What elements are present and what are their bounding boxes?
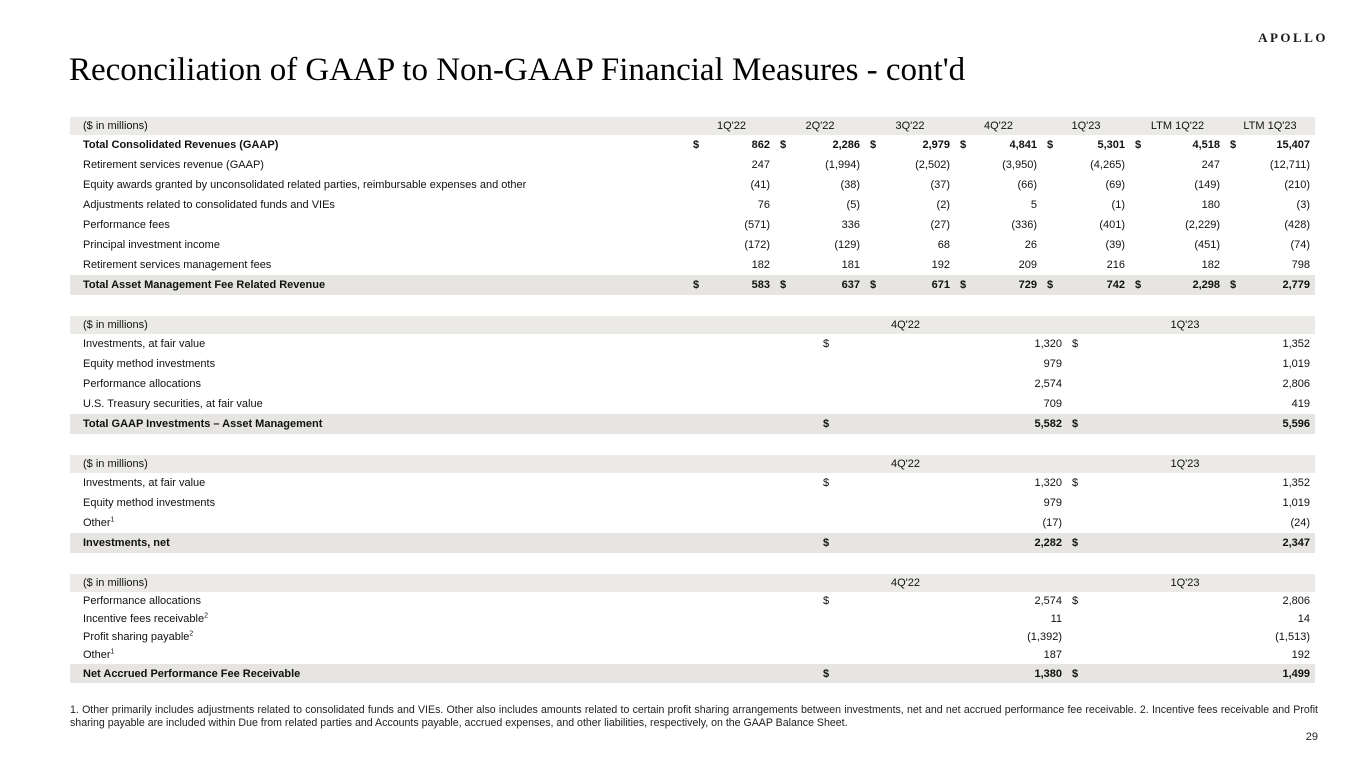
- value-cell: [865, 195, 955, 215]
- value-cell: [1225, 155, 1315, 175]
- row-label: Other$^1$: [83, 648, 115, 661]
- value-cell: [1130, 215, 1225, 235]
- row-label: Total Consolidated Revenues (GAAP): [83, 139, 279, 151]
- value-cell: [818, 473, 1067, 493]
- value-cell: [775, 255, 865, 275]
- value-cell: [865, 255, 955, 275]
- value-cell: [818, 628, 1067, 646]
- footnote-reference: 1: [110, 648, 115, 656]
- column-header: 1Q'23: [1067, 316, 1315, 334]
- total-consolidated-revenues-table: [70, 117, 1315, 295]
- tables-container: [70, 117, 1318, 683]
- cell-value: 181: [841, 259, 860, 271]
- cell-value: (2,229): [1185, 219, 1220, 231]
- footnote: 1. Other primarily includes adjustments related to consolidated funds and VIEs. Other also includes amounts related to certain profit sharing arrangements between investments, net and net accrued performance fee receivable. 2. Incentive fees receivable and Profit sharing payable are included within Due from related parties and Accounts payable, accrued expenses, and other liabilities, respectively, on the GAAP Balance Sheet.: [70, 704, 1318, 729]
- value-cell: [688, 195, 775, 215]
- cell-value: 709: [1043, 398, 1062, 410]
- value-cell: [818, 394, 1067, 414]
- cell-value: 979: [1043, 497, 1062, 509]
- value-cell: [688, 275, 775, 295]
- cell-value: (74): [1290, 239, 1310, 251]
- value-cell: [1067, 493, 1315, 513]
- cell-value: 247: [751, 159, 770, 171]
- cell-value: (69): [1105, 179, 1125, 191]
- cell-value: 671: [931, 279, 950, 291]
- column-header: 1Q'23: [1067, 574, 1315, 592]
- cell-value: 187: [1043, 649, 1062, 661]
- table-row: [70, 513, 1315, 533]
- table-row: [70, 414, 1315, 434]
- cell-value: 15,407: [1276, 139, 1310, 151]
- value-cell: [955, 155, 1042, 175]
- table-row: [70, 592, 1315, 610]
- page-number: 29: [1305, 731, 1318, 743]
- cell-value: 2,979: [922, 139, 950, 151]
- cell-value: 209: [1018, 259, 1037, 271]
- row-label: Net Accrued Performance Fee Receivable: [70, 664, 818, 683]
- value-cell: [955, 175, 1042, 195]
- dollar-sign: $: [693, 139, 700, 151]
- cell-value: (172): [744, 239, 770, 251]
- column-header: 3Q'22: [865, 117, 955, 135]
- dollar-sign: $: [823, 667, 830, 680]
- cell-value: 2,806: [1282, 595, 1310, 607]
- table-row: [70, 394, 1315, 414]
- content-area: [70, 117, 1318, 730]
- row-label: Investments, net: [70, 533, 818, 553]
- cell-value: 5,301: [1097, 139, 1125, 151]
- value-cell: [818, 354, 1067, 374]
- value-cell: [775, 215, 865, 235]
- cell-value: (210): [1284, 179, 1310, 191]
- row-label: Investments, at fair value: [83, 477, 206, 489]
- value-cell: [1042, 235, 1130, 255]
- cell-value: 192: [1291, 649, 1310, 661]
- table-header-row: [70, 574, 1315, 592]
- cell-value: 979: [1043, 358, 1062, 370]
- dollar-sign: $: [1230, 279, 1237, 291]
- value-cell: [865, 175, 955, 195]
- dollar-sign: $: [960, 139, 967, 151]
- cell-value: 5: [1030, 199, 1037, 211]
- net-accrued-performance-fee-table: [70, 574, 1315, 683]
- column-header: 4Q'22: [818, 455, 1067, 473]
- cell-value: 2,779: [1282, 279, 1310, 291]
- value-cell: [865, 155, 955, 175]
- column-header: 1Q'23: [1042, 117, 1130, 135]
- value-cell: [818, 374, 1067, 394]
- cell-value: (37): [930, 179, 950, 191]
- row-label: Profit sharing payable$^2$: [83, 630, 194, 643]
- cell-value: 68: [937, 239, 950, 251]
- value-cell: [818, 513, 1067, 533]
- value-cell: [688, 255, 775, 275]
- dollar-sign: $: [1135, 139, 1142, 151]
- page-title: Reconciliation of GAAP to Non-GAAP Financial Measures - cont'd: [69, 52, 966, 88]
- cell-value: (27): [930, 219, 950, 231]
- column-header: LTM 1Q'22: [1130, 117, 1225, 135]
- unit-label: ($ in millions): [70, 316, 818, 334]
- cell-value: (2,502): [915, 159, 950, 171]
- unit-label: ($ in millions): [70, 117, 688, 135]
- row-label: Incentive fees receivable$^2$: [83, 612, 208, 625]
- value-cell: [1067, 394, 1315, 414]
- dollar-sign: $: [1072, 667, 1079, 680]
- row-label: Principal investment income: [83, 239, 220, 251]
- row-label: Performance allocations: [83, 595, 202, 607]
- table-row: [70, 374, 1315, 394]
- value-cell: [1067, 533, 1315, 553]
- value-cell: [775, 175, 865, 195]
- value-cell: [775, 275, 865, 295]
- dollar-sign: $: [823, 338, 830, 350]
- table-row: [70, 135, 1315, 155]
- value-cell: [1130, 175, 1225, 195]
- cell-value: 14: [1297, 613, 1310, 625]
- value-cell: [865, 215, 955, 235]
- investments-net-table: [70, 455, 1315, 553]
- cell-value: 798: [1291, 259, 1310, 271]
- row-label: Performance fees: [83, 219, 170, 231]
- dollar-sign: $: [1072, 537, 1079, 549]
- footnote-reference: 1: [110, 516, 115, 524]
- dollar-sign: $: [1072, 477, 1079, 489]
- value-cell: [955, 275, 1042, 295]
- value-cell: [775, 155, 865, 175]
- table-row: [70, 215, 1315, 235]
- column-header: 4Q'22: [955, 117, 1042, 135]
- table-row: [70, 155, 1315, 175]
- cell-value: (1,513): [1275, 631, 1310, 643]
- cell-value: 336: [841, 219, 860, 231]
- dollar-sign: $: [780, 279, 787, 291]
- value-cell: [1225, 235, 1315, 255]
- table-header-row: [70, 117, 1315, 135]
- cell-value: 2,574: [1034, 595, 1062, 607]
- cell-value: 180: [1201, 199, 1220, 211]
- table-row: [70, 275, 1315, 295]
- cell-value: 1,380: [1034, 667, 1062, 680]
- dollar-sign: $: [1072, 418, 1079, 430]
- cell-value: (1): [1111, 199, 1125, 211]
- value-cell: [1067, 473, 1315, 493]
- cell-value: (571): [744, 219, 770, 231]
- value-cell: [1042, 175, 1130, 195]
- cell-value: 4,518: [1192, 139, 1220, 151]
- value-cell: [865, 235, 955, 255]
- cell-value: 5,582: [1034, 418, 1062, 430]
- cell-value: 2,347: [1282, 537, 1310, 549]
- dollar-sign: $: [1047, 139, 1054, 151]
- value-cell: [1130, 235, 1225, 255]
- column-header: 1Q'22: [688, 117, 775, 135]
- column-header: 4Q'22: [818, 574, 1067, 592]
- cell-value: (428): [1284, 219, 1310, 231]
- value-cell: [688, 175, 775, 195]
- column-header: 1Q'23: [1067, 455, 1315, 473]
- cell-value: (1,392): [1027, 631, 1062, 643]
- column-header: LTM 1Q'23: [1225, 117, 1315, 135]
- row-label: Investments, at fair value: [83, 338, 206, 350]
- value-cell: [818, 493, 1067, 513]
- cell-value: 26: [1024, 239, 1037, 251]
- value-cell: [818, 664, 1067, 683]
- value-cell: [1067, 354, 1315, 374]
- cell-value: 1,352: [1282, 477, 1310, 489]
- cell-value: (38): [840, 179, 860, 191]
- value-cell: [775, 235, 865, 255]
- value-cell: [955, 235, 1042, 255]
- table-row: [70, 354, 1315, 374]
- value-cell: [955, 255, 1042, 275]
- cell-value: 1,019: [1282, 497, 1310, 509]
- footnote-reference: 2: [204, 612, 208, 620]
- dollar-sign: $: [693, 279, 700, 291]
- dollar-sign: $: [1135, 279, 1142, 291]
- value-cell: [955, 215, 1042, 235]
- row-label: Total GAAP Investments – Asset Management: [70, 414, 818, 434]
- table-row: [70, 646, 1315, 664]
- cell-value: 583: [751, 279, 770, 291]
- value-cell: [1225, 255, 1315, 275]
- table-header-row: [70, 455, 1315, 473]
- dollar-sign: $: [780, 139, 787, 151]
- dollar-sign: $: [1072, 595, 1079, 607]
- value-cell: [865, 135, 955, 155]
- cell-value: 2,806: [1282, 378, 1310, 390]
- dollar-sign: $: [960, 279, 967, 291]
- cell-value: (66): [1017, 179, 1037, 191]
- value-cell: [1067, 414, 1315, 434]
- value-cell: [1042, 255, 1130, 275]
- cell-value: 1,320: [1034, 477, 1062, 489]
- value-cell: [1225, 275, 1315, 295]
- cell-value: 1,352: [1282, 338, 1310, 350]
- cell-value: 1,499: [1282, 667, 1310, 680]
- value-cell: [1042, 135, 1130, 155]
- column-header: 2Q'22: [775, 117, 865, 135]
- cell-value: 2,298: [1192, 279, 1220, 291]
- value-cell: [688, 235, 775, 255]
- value-cell: [1042, 215, 1130, 235]
- table-row: [70, 175, 1315, 195]
- value-cell: [818, 610, 1067, 628]
- cell-value: 1,019: [1282, 358, 1310, 370]
- footnote-reference: 2: [189, 630, 194, 638]
- cell-value: 419: [1291, 398, 1310, 410]
- table-row: [70, 235, 1315, 255]
- table-row: [70, 610, 1315, 628]
- dollar-sign: $: [823, 595, 830, 607]
- cell-value: (39): [1105, 239, 1125, 251]
- cell-value: (3,950): [1002, 159, 1037, 171]
- dollar-sign: $: [1230, 139, 1237, 151]
- value-cell: [818, 592, 1067, 610]
- row-label: Adjustments related to consolidated funds and VIEs: [83, 199, 335, 211]
- value-cell: [1225, 175, 1315, 195]
- cell-value: 76: [757, 199, 770, 211]
- apollo-logo: APOLLO: [1258, 30, 1328, 45]
- value-cell: [1067, 513, 1315, 533]
- cell-value: (5): [846, 199, 860, 211]
- unit-label: ($ in millions): [70, 574, 818, 592]
- value-cell: [775, 195, 865, 215]
- table-row: [70, 255, 1315, 275]
- value-cell: [1225, 135, 1315, 155]
- cell-value: (17): [1042, 517, 1062, 529]
- cell-value: (401): [1099, 219, 1125, 231]
- dollar-sign: $: [1047, 279, 1054, 291]
- row-label: Equity method investments: [83, 358, 216, 370]
- row-label: Other$^1$: [83, 516, 115, 529]
- cell-value: 637: [841, 279, 860, 291]
- cell-value: 247: [1201, 159, 1220, 171]
- row-label: Performance allocations: [83, 378, 202, 390]
- value-cell: [955, 195, 1042, 215]
- row-label: Total Asset Management Fee Related Revenue: [70, 275, 688, 295]
- value-cell: [688, 215, 775, 235]
- cell-value: 2,282: [1034, 537, 1062, 549]
- cell-value: 1,320: [1034, 338, 1062, 350]
- table-row: [70, 493, 1315, 513]
- table-row: [70, 195, 1315, 215]
- table-row: [70, 334, 1315, 354]
- cell-value: 862: [751, 139, 770, 151]
- table-row: [70, 628, 1315, 646]
- total-gaap-investments-table: [70, 316, 1315, 434]
- cell-value: 192: [931, 259, 950, 271]
- dollar-sign: $: [823, 477, 830, 489]
- value-cell: [818, 533, 1067, 553]
- cell-value: (3): [1296, 199, 1310, 211]
- value-cell: [1067, 646, 1315, 664]
- value-cell: [688, 135, 775, 155]
- value-cell: [818, 646, 1067, 664]
- cell-value: 2,574: [1034, 378, 1062, 390]
- table-row: [70, 664, 1315, 683]
- table-row: [70, 473, 1315, 493]
- row-label: Retirement services revenue (GAAP): [83, 159, 264, 171]
- table-row: [70, 533, 1315, 553]
- cell-value: (336): [1011, 219, 1037, 231]
- value-cell: [1130, 255, 1225, 275]
- dollar-sign: $: [870, 139, 877, 151]
- value-cell: [1067, 334, 1315, 354]
- value-cell: [1042, 195, 1130, 215]
- cell-value: 182: [751, 259, 770, 271]
- value-cell: [1130, 135, 1225, 155]
- cell-value: (12,711): [1269, 159, 1310, 171]
- value-cell: [1225, 195, 1315, 215]
- dollar-sign: $: [823, 537, 830, 549]
- value-cell: [1130, 275, 1225, 295]
- dollar-sign: $: [823, 418, 830, 430]
- cell-value: 4,841: [1009, 139, 1037, 151]
- value-cell: [1067, 374, 1315, 394]
- cell-value: (129): [834, 239, 860, 251]
- unit-label: ($ in millions): [70, 455, 818, 473]
- cell-value: (4,265): [1090, 159, 1125, 171]
- cell-value: (1,994): [825, 159, 860, 171]
- cell-value: 182: [1201, 259, 1220, 271]
- cell-value: (451): [1194, 239, 1220, 251]
- cell-value: 216: [1106, 259, 1125, 271]
- value-cell: [818, 414, 1067, 434]
- cell-value: 729: [1018, 279, 1037, 291]
- value-cell: [1042, 155, 1130, 175]
- value-cell: [1067, 592, 1315, 610]
- value-cell: [1067, 628, 1315, 646]
- value-cell: [1130, 195, 1225, 215]
- value-cell: [1042, 275, 1130, 295]
- column-header: 4Q'22: [818, 316, 1067, 334]
- value-cell: [1067, 664, 1315, 683]
- row-label: Equity awards granted by unconsolidated related parties, reimbursable expenses and other: [83, 179, 527, 191]
- cell-value: (24): [1290, 517, 1310, 529]
- row-label: U.S. Treasury securities, at fair value: [83, 398, 263, 410]
- value-cell: [775, 135, 865, 155]
- cell-value: (149): [1194, 179, 1220, 191]
- value-cell: [955, 135, 1042, 155]
- dollar-sign: $: [1072, 338, 1079, 350]
- table-header-row: [70, 316, 1315, 334]
- value-cell: [1225, 215, 1315, 235]
- cell-value: 742: [1106, 279, 1125, 291]
- value-cell: [865, 275, 955, 295]
- value-cell: [818, 334, 1067, 354]
- cell-value: (2): [936, 199, 950, 211]
- cell-value: 11: [1050, 613, 1062, 625]
- value-cell: [688, 155, 775, 175]
- cell-value: 5,596: [1282, 418, 1310, 430]
- cell-value: 2,286: [832, 139, 860, 151]
- cell-value: (41): [750, 179, 770, 191]
- dollar-sign: $: [870, 279, 877, 291]
- row-label: Retirement services management fees: [83, 259, 272, 271]
- row-label: Equity method investments: [83, 497, 216, 509]
- value-cell: [1067, 610, 1315, 628]
- value-cell: [1130, 155, 1225, 175]
